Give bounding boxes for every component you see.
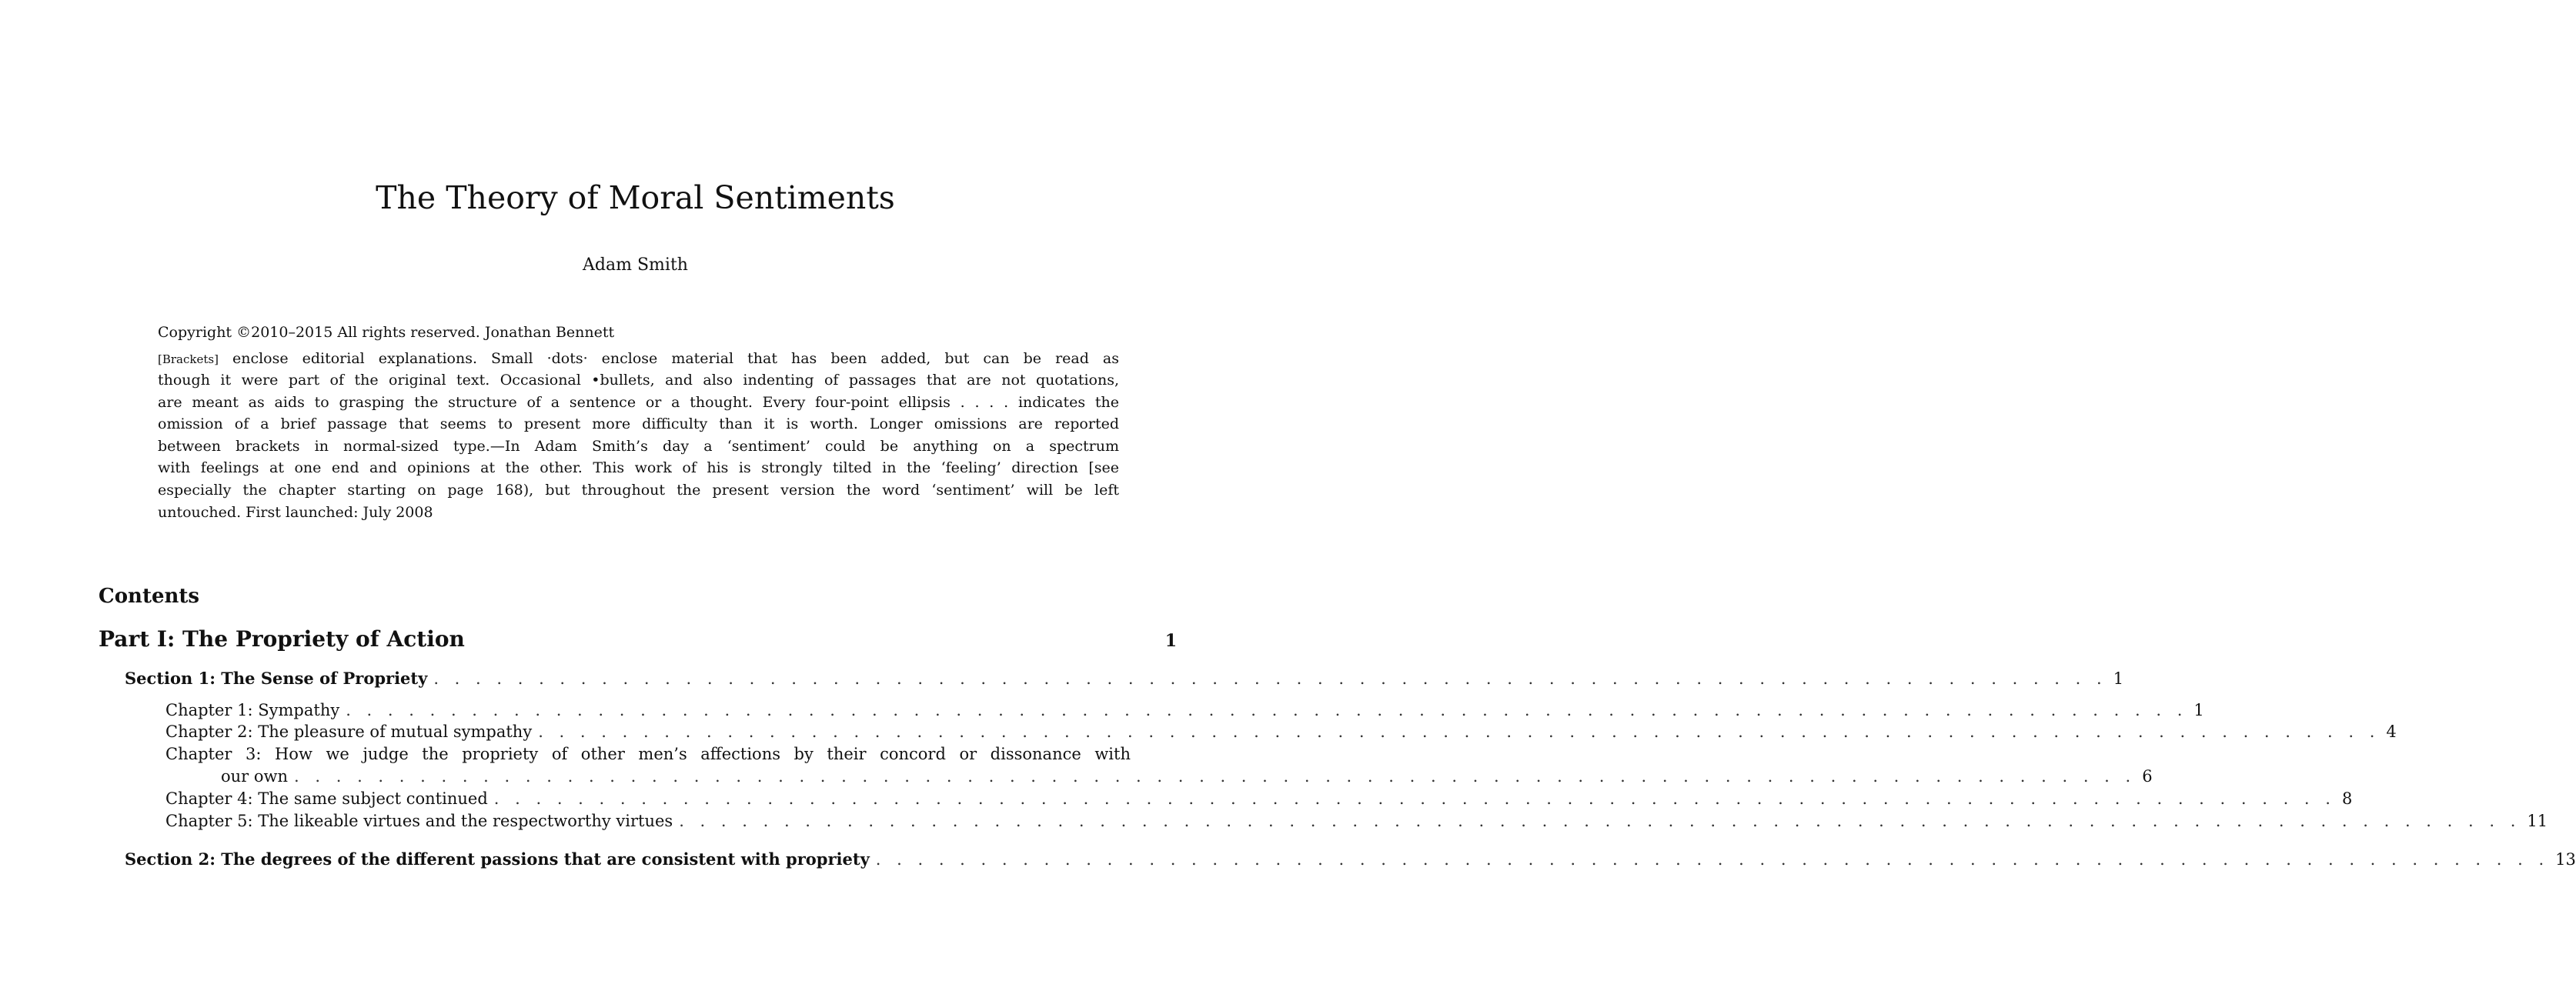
toc-chapter-label: our own <box>221 767 289 786</box>
toc-chapter-2[interactable] <box>165 721 2397 743</box>
toc-section-2[interactable] <box>125 848 2576 871</box>
toc-part-label: Part I: The Propriety of Action <box>99 626 465 652</box>
toc-chapter-1[interactable] <box>165 699 2204 722</box>
toc-page-number: 1 <box>2193 701 2204 719</box>
toc-leader: . . . . . . . . . . . . . . . . . . . . . . . . . . . . . . . . . . . . . . . . . . . . . . . . . . . . . . . . . . . . . . . . . . . . . . . . . . . . . . . . <box>875 850 2550 869</box>
editorial-note-line: are meant as aids to grasping the structure of a sentence or a thought. Every four-point ellipsis . . . . indicates the <box>158 394 1119 411</box>
toc-section-1[interactable] <box>125 667 2124 690</box>
toc-page-number: 1 <box>1164 631 1177 651</box>
document-title: The Theory of Moral Sentiments <box>376 179 895 216</box>
toc-chapter-5[interactable] <box>165 810 2548 833</box>
toc-chapter-label: Chapter 2: The pleasure of mutual sympathy <box>165 722 533 741</box>
editorial-note-line: between brackets in normal-sized type.—In Adam Smith’s day a ‘sentiment’ could be anything on a spectrum <box>158 438 1119 455</box>
toc-leader: . . . . . . . . . . . . . . . . . . . . . . . . . . . . . . . . . . . . . . . . . . . . . . . . . . . . . . . . . . . . . . . . . . . . . . . . . . . . . . . . <box>433 669 2107 688</box>
editorial-note-line: untouched. First launched: July 2008 <box>158 504 433 521</box>
copyright-notice: Copyright ©2010–2015 All rights reserved. Jonathan Bennett <box>158 324 615 341</box>
editorial-note-line: omission of a brief passage that seems to present more difficulty than it is worth. Longer omissions are reported <box>158 415 1119 432</box>
toc-page-number: 4 <box>2386 722 2397 741</box>
toc-chapter-3[interactable]: Chapter 3: How we judge the propriety of other men’s affections by their concord or dissonance with <box>165 745 1131 763</box>
toc-leader: . . . . . . . . . . . . . . . . . . . . . . . . . . . . . . . . . . . . . . . . . . . . . . . . . . . . . . . . . . . . . . . . . . . . . . . . . . . . . . . . . . . . . . . . <box>679 812 2521 830</box>
toc-chapter-label: Chapter 4: The same subject continued <box>165 789 488 808</box>
document-author: Adam Smith <box>583 255 688 275</box>
toc-section-label: Section 2: The degrees of the different passions that are consistent with propriety <box>125 849 870 869</box>
toc-chapter-4[interactable] <box>165 788 2353 810</box>
brackets-term: [Brackets] <box>158 352 219 366</box>
toc-page-number: 11 <box>2527 812 2548 830</box>
editorial-note-line <box>158 348 1119 371</box>
toc-leader: . . . . . . . . . . . . . . . . . . . . . . . . . . . . . . . . . . . . . . . . . . . . . . . . . . . . . . . . . . . . . . . . . . . . . . . . . . . . . . . . . . . . . . . . <box>538 722 2381 741</box>
editorial-note-line: though it were part of the original text. Occasional •bullets, and also indenting of passages that are not quotations, <box>158 372 1119 389</box>
toc-leader: . . . . . . . . . . . . . . . . . . . . . . . . . . . . . . . . . . . . . . . . . . . . . . . . . . . . . . . . . . . . . . . . . . . . . . . . . . . . . . . . . . . . . . . . <box>294 767 2137 786</box>
toc-page-number: 6 <box>2142 767 2153 786</box>
toc-chapter-label: Chapter 5: The likeable virtues and the respectworthy virtues <box>165 812 673 830</box>
toc-leader: . . . . . . . . . . . . . . . . . . . . . . . . . . . . . . . . . . . . . . . . . . . . . . . . . . . . . . . . . . . . . . . . . . . . . . . . . . . . . . . . . . . . . . . . <box>346 701 2188 719</box>
toc-chapter-3-continued[interactable] <box>221 766 2153 788</box>
toc-leader: . . . . . . . . . . . . . . . . . . . . . . . . . . . . . . . . . . . . . . . . . . . . . . . . . . . . . . . . . . . . . . . . . . . . . . . . . . . . . . . . . . . . . . . . <box>493 789 2336 808</box>
toc-page-number: 13 <box>2555 850 2576 869</box>
toc-chapter-label: Chapter 1: Sympathy <box>165 701 340 719</box>
toc-page-number: 1 <box>2113 669 2124 688</box>
editorial-note-line: with feelings at one end and opinions at the other. This work of his is strongly tilted in the ‘feeling’ direction [see <box>158 459 1119 476</box>
contents-heading: Contents <box>99 585 200 608</box>
editorial-note-text: enclose editorial explanations. Small ·dots· enclose material that has been added, but can be read as <box>218 350 1119 367</box>
editorial-note-line: especially the chapter starting on page 168), but throughout the present version the word ‘sentiment’ will be left <box>158 482 1119 499</box>
toc-page-number: 8 <box>2341 789 2353 808</box>
toc-section-label: Section 1: The Sense of Propriety <box>125 669 428 688</box>
toc-part-1[interactable] <box>99 626 1177 655</box>
